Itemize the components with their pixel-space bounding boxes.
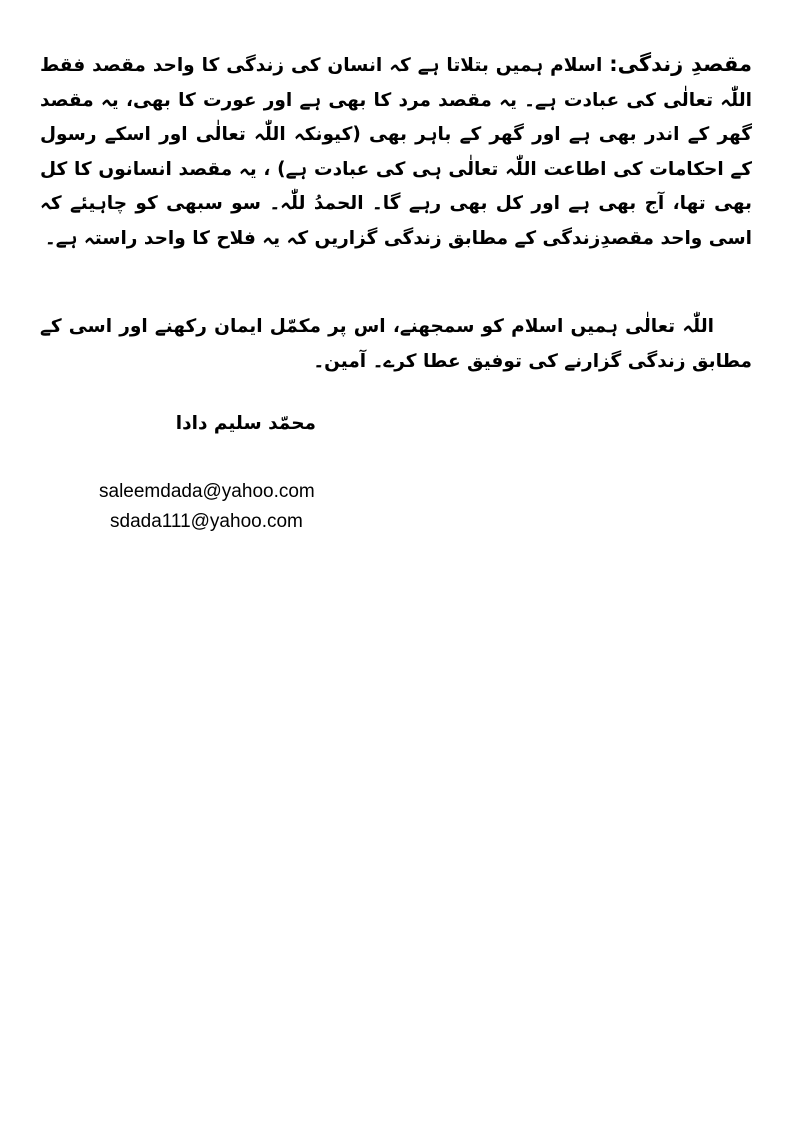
paragraph-heading: مقصدِ زندگی: xyxy=(609,52,752,76)
paragraph-purpose-of-life xyxy=(40,47,752,257)
paragraph-body: اسلام ہمیں بتلاتا ہے کہ انسان کی زندگی کا واحد مقصد فقط اللّٰہ تعالٰی کی عبادت ہے۔ یہ مقصد مرد کا بھی ہے اور عورت کا بھی، یہ مقصد گھر کے اندر بھی ہے اور گھر کے باہر بھی (کیونکہ اللّٰہ تعالٰی اور اسکے رسول کے احکامات کی اطاعت اللّٰہ تعالٰی ہی کی عبادت ہے) ، یہ مقصد انسانوں کا کل بھی تھا، آج بھی ہے اور کل بھی رہے گا۔ الحمدُ للّٰہ۔ سو سبھی کو چاہیئے کہ اسی واحد مقصدِزندگی کے مطابق زندگی گزاریں کہ یہ فلاح کا واحد راستہ ہے۔ xyxy=(40,55,752,249)
author-signature: محمّد سلیم دادا xyxy=(175,413,316,434)
paragraph-prayer-text: اللّٰہ تعالٰی ہمیں اسلام کو سمجھنے، اس پر مکمّل ایمان رکھنے اور اسی کے مطابق زندگی گزارنے کی توفیق عطا کرے۔ آمین۔ xyxy=(40,316,752,372)
paragraph-prayer xyxy=(40,310,752,379)
email-address: saleemdada@yahoo.com xyxy=(99,481,315,502)
email-address: sdada111@yahoo.com xyxy=(110,511,303,532)
